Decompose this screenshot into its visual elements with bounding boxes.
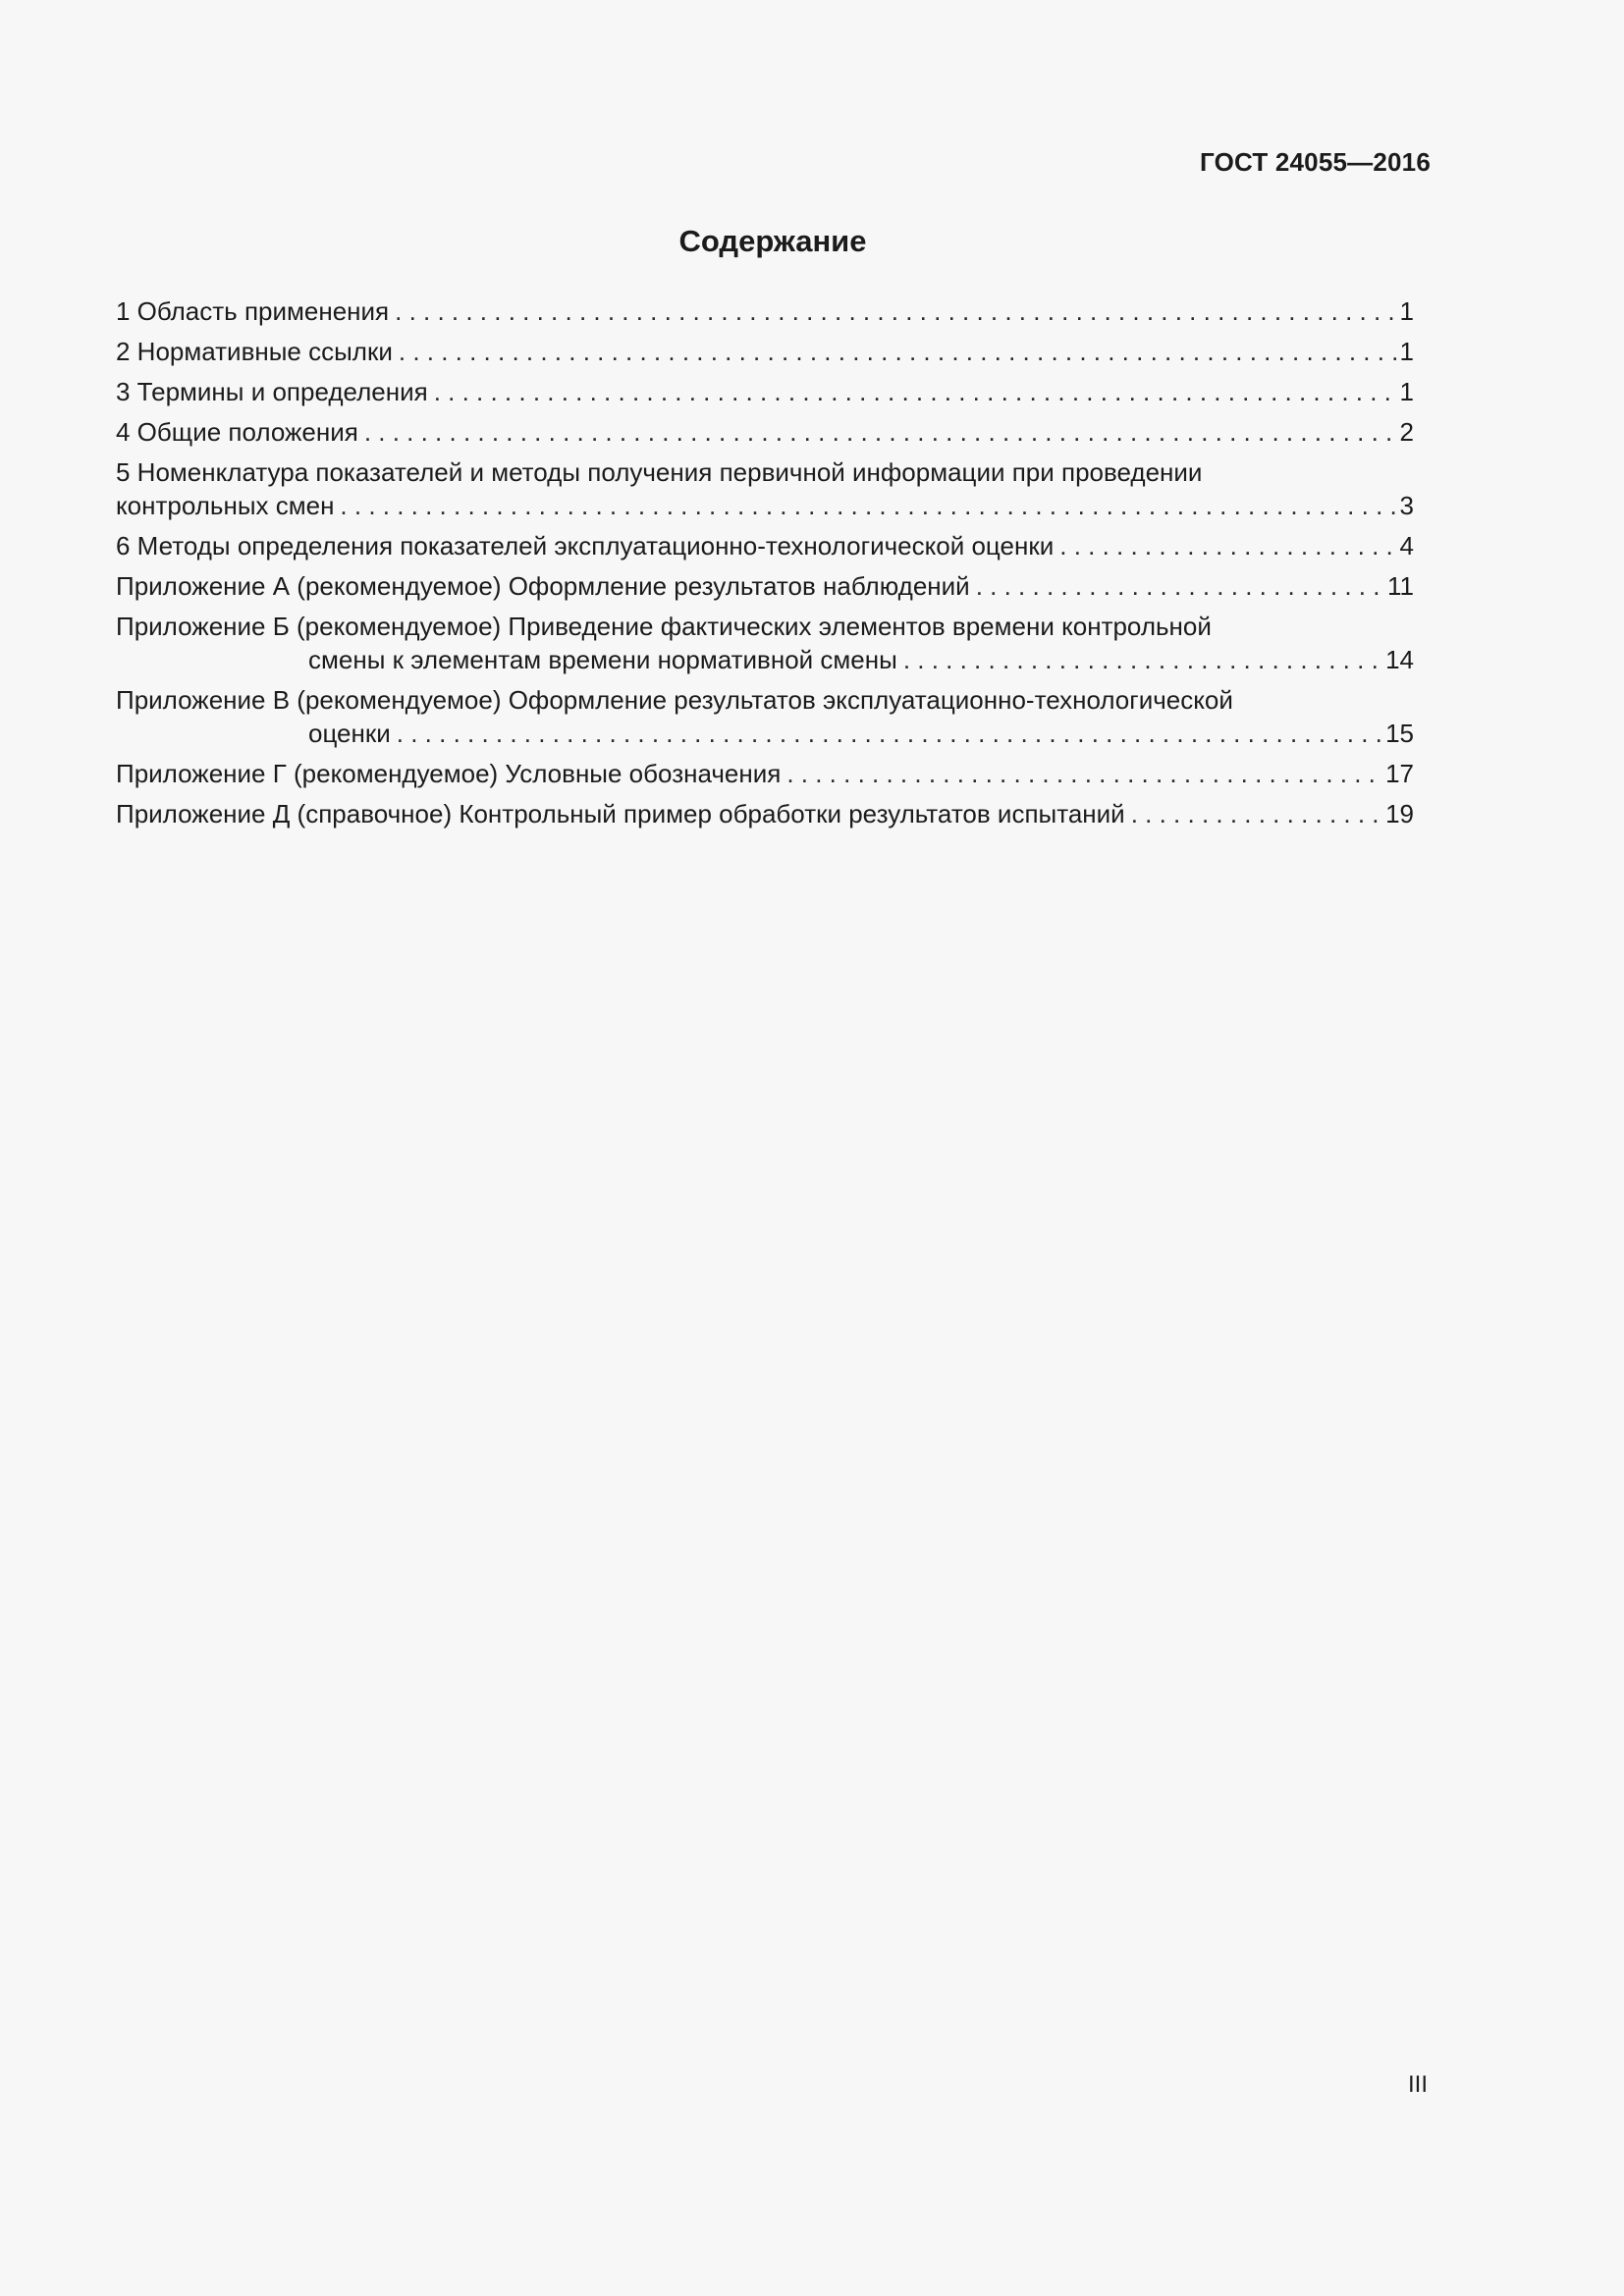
- toc-entry-title-continued: смены к элементам времени нормативной смены: [308, 645, 897, 674]
- dot-leader: [786, 757, 1383, 790]
- page-number: III: [1407, 2071, 1428, 2098]
- toc-entry-appendix[interactable]: [116, 569, 1414, 603]
- toc-entry-title: Приложение Б (рекомендуемое) Приведение фактических элементов времени контрольной: [116, 612, 1212, 641]
- toc-entry-title-continued: оценки: [308, 719, 391, 748]
- toc-entry-title: 3 Термины и определения: [116, 377, 428, 406]
- toc-entry[interactable]: [116, 415, 1414, 449]
- dot-leader: [1131, 797, 1383, 830]
- toc-entry-title: 5 Номенклатура показателей и методы получения первичной информации при проведении: [116, 457, 1203, 487]
- toc-page-number: 14: [1385, 645, 1414, 674]
- toc-entry[interactable]: [116, 529, 1414, 562]
- toc-page-number: 11: [1387, 571, 1414, 601]
- toc-entry-appendix[interactable]: [116, 797, 1414, 830]
- table-of-contents: [116, 294, 1414, 837]
- toc-entry-title: 1 Область применения: [116, 296, 390, 326]
- toc-entry-appendix[interactable]: [116, 757, 1414, 790]
- dot-leader: [434, 375, 1398, 408]
- dot-leader: [1059, 529, 1397, 562]
- toc-page-number: 1: [1399, 337, 1414, 366]
- dot-leader: [976, 569, 1385, 603]
- toc-page-number: 19: [1385, 799, 1414, 828]
- toc-entry-title: Приложение В (рекомендуемое) Оформление результатов эксплуатационно-технологической: [116, 685, 1233, 715]
- toc-entry-title: 4 Общие положения: [116, 417, 358, 447]
- toc-entry[interactable]: [116, 335, 1414, 368]
- toc-title: Содержание: [678, 224, 867, 258]
- toc-page-number: 15: [1385, 719, 1414, 748]
- document-code: ГОСТ 24055—2016: [1200, 147, 1431, 177]
- toc-entry-appendix[interactable]: [116, 610, 1414, 676]
- dot-leader: [364, 415, 1398, 449]
- toc-entry-title-continued: контрольных смен: [116, 491, 335, 520]
- toc-page-number: 4: [1399, 531, 1414, 561]
- dot-leader: [397, 717, 1383, 750]
- toc-entry[interactable]: [116, 455, 1414, 522]
- toc-entry-appendix[interactable]: [116, 683, 1414, 750]
- toc-entry-title: 2 Нормативные ссылки: [116, 337, 393, 366]
- toc-entry[interactable]: [116, 375, 1414, 408]
- toc-entry-title: 6 Методы определения показателей эксплуатационно-технологической оценки: [116, 531, 1055, 561]
- toc-entry[interactable]: [116, 294, 1414, 328]
- dot-leader: [395, 294, 1397, 328]
- toc-page-number: 17: [1385, 759, 1414, 788]
- toc-page-number: 3: [1399, 491, 1414, 520]
- toc-page-number: 2: [1399, 417, 1414, 447]
- toc-entry-title: Приложение Г (рекомендуемое) Условные обозначения: [116, 759, 782, 788]
- dot-leader: [340, 489, 1397, 522]
- toc-entry-title: Приложение Д (справочное) Контрольный пример обработки результатов испытаний: [116, 799, 1125, 828]
- toc-entry-title: Приложение А (рекомендуемое) Оформление результатов наблюдений: [116, 571, 970, 601]
- toc-page-number: 1: [1399, 296, 1414, 326]
- toc-page-number: 1: [1399, 377, 1414, 406]
- dot-leader: [399, 335, 1398, 368]
- dot-leader: [903, 643, 1383, 676]
